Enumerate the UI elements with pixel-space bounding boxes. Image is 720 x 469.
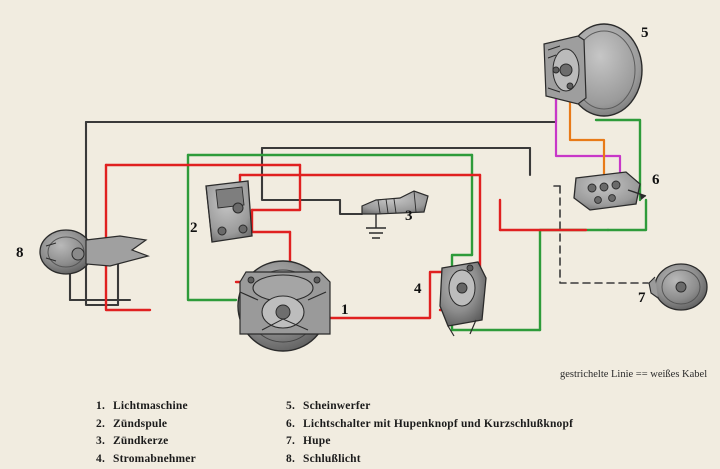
callout-5: 5 (641, 25, 649, 41)
callout-1: 1 (341, 302, 349, 318)
legend-item-4 (96, 451, 286, 469)
callout-4: 4 (414, 281, 422, 297)
callout-3: 3 (405, 208, 413, 224)
legend-label-1: Lichtmaschine (113, 400, 188, 412)
legend-number-2: 2. (96, 417, 106, 430)
legend-item-7 (286, 433, 656, 451)
legend-number-7: 7. (286, 435, 296, 447)
legend-item-1 (96, 398, 286, 416)
legend-label-6: Lichtschalter mit Hupenknopf und Kurzschlußknopf (303, 417, 574, 430)
legend-number-5: 5. (286, 400, 296, 412)
legend-number-3: 3. (96, 435, 106, 447)
legend-number-8: 8. (286, 452, 296, 465)
legend-number-4: 4. (96, 452, 106, 465)
legend-label-5: Scheinwerfer (303, 400, 371, 412)
legend-label-8: Schlußlicht (303, 452, 361, 465)
legend (96, 398, 656, 468)
legend-column-right (286, 398, 656, 468)
callout-6: 6 (652, 172, 660, 188)
legend-item-3 (96, 433, 286, 451)
legend-column-left (96, 398, 286, 468)
legend-label-7: Hupe (303, 435, 331, 447)
component-ignition-coil (206, 181, 252, 242)
legend-item-2 (96, 416, 286, 434)
callout-7: 7 (638, 290, 646, 306)
callout-8: 8 (16, 245, 24, 261)
legend-label-2: Zündspule (113, 417, 168, 430)
legend-item-6 (286, 416, 656, 434)
legend-item-5 (286, 398, 656, 416)
dashed-line-note: gestrichelte Linie == weißes Kabel (560, 369, 708, 380)
legend-number-6: 6. (286, 417, 296, 430)
legend-item-8 (286, 451, 656, 469)
legend-number-1: 1. (96, 400, 106, 412)
legend-label-3: Zündkerze (113, 435, 169, 447)
callout-2: 2 (190, 220, 198, 236)
legend-label-4: Stromabnehmer (113, 452, 196, 465)
